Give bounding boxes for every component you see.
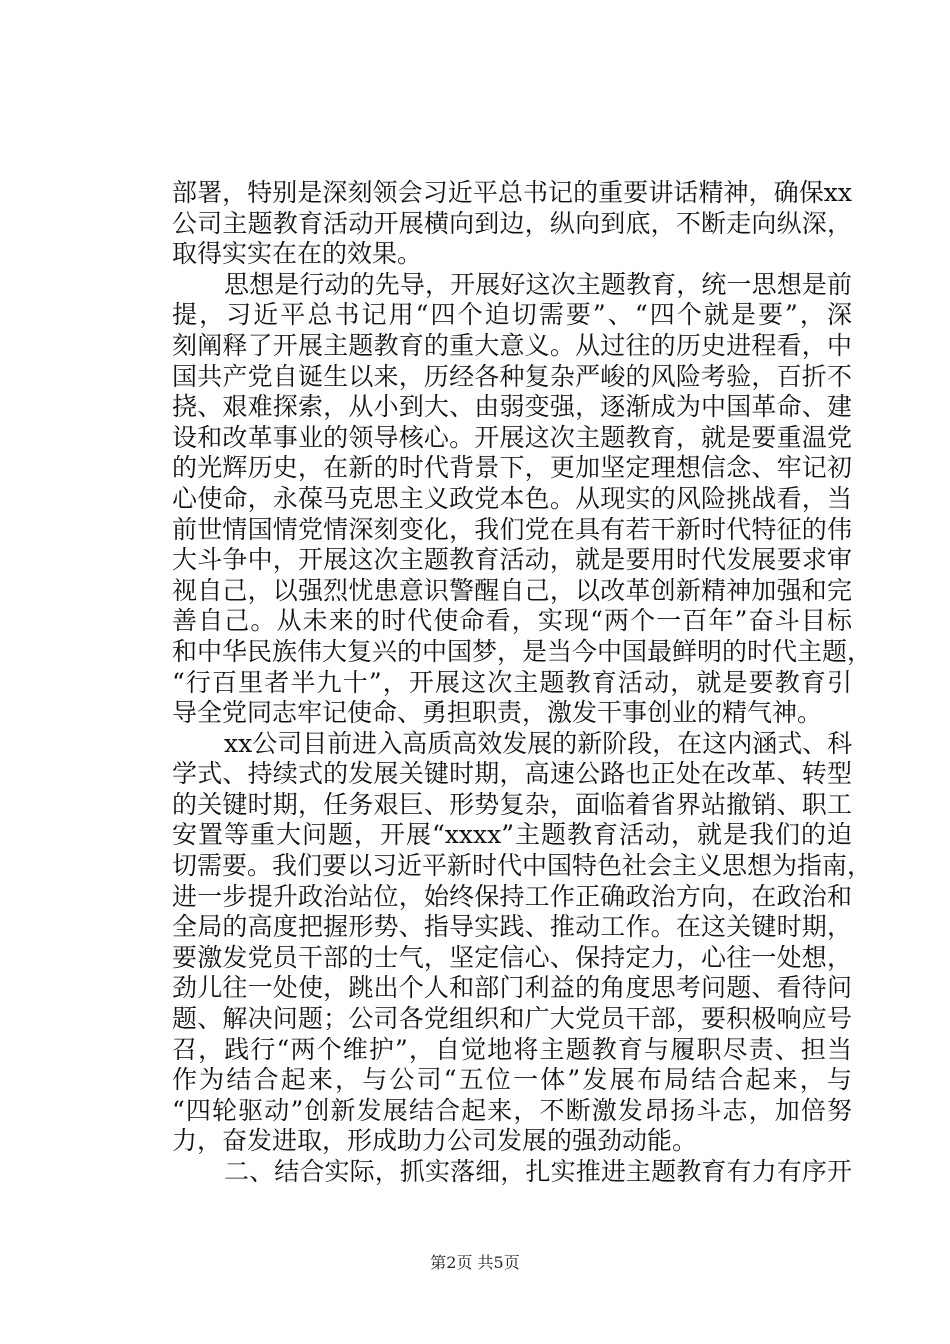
text-line: 前世情国情党情深刻变化，我们党在具有若干新时代特征的伟 (172, 514, 852, 544)
text-line: 二、结合实际，抓实落细，扎实推进主题教育有力有序开 (224, 1157, 852, 1186)
text-line: 的光辉历史，在新的时代背景下，更加坚定理想信念、牢记初 (172, 453, 852, 483)
text-line: 和中华民族伟大复兴的中国梦，是当今中国最鲜明的时代主题， (172, 636, 873, 666)
paragraph (172, 1157, 852, 1188)
paragraph (172, 728, 873, 1157)
text-line: 切需要。我们要以习近平新时代中国特色社会主义思想为指南， (172, 851, 873, 881)
text-line: 作为结合起来，与公司“五位一体”发展布局结合起来，与 (172, 1065, 852, 1095)
text-line: 劲儿往一处使，跳出个人和部门利益的角度思考问题、看待问 (172, 973, 852, 1003)
paragraph (172, 178, 852, 270)
page-footer: 第2页 共5页 (430, 1253, 520, 1272)
text-line: 公司主题教育活动开展横向到边，纵向到底，不断走向纵深， (172, 208, 852, 238)
text-line: 设和改革事业的领导核心。开展这次主题教育，就是要重温党 (172, 422, 852, 452)
text-line: 心使命，永葆马克思主义政党本色。从现实的风险挑战看，当 (172, 483, 852, 513)
text-line: 挠、艰难探索，从小到大、由弱变强，逐渐成为中国革命、建 (172, 392, 852, 422)
text-line: 视自己，以强烈忧患意识警醒自己，以改革创新精神加强和完 (172, 575, 852, 605)
text-line: 大斗争中，开展这次主题教育活动，就是要用时代发展要求审 (172, 545, 852, 575)
text-line: 善自己。从未来的时代使命看，实现“两个一百年”奋斗目标 (172, 606, 852, 636)
text-line: 导全党同志牢记使命、勇担职责，激发干事创业的精气神。 (172, 698, 823, 728)
text-line: 安置等重大问题，开展“xxxx”主题教育活动，就是我们的迫 (172, 820, 852, 850)
text-line: “四轮驱动”创新发展结合起来，不断激发昂扬斗志，加倍努 (172, 1095, 852, 1125)
text-line: 全局的高度把握形势、指导实践、推动工作。在这关键时期， (172, 912, 852, 942)
text-line: 刻阐释了开展主题教育的重大意义。从过往的历史进程看，中 (172, 330, 852, 360)
text-line: 思想是行动的先导，开展好这次主题教育，统一思想是前 (224, 269, 852, 299)
text-line: 学式、持续式的发展关键时期，高速公路也正处在改革、转型 (172, 759, 852, 789)
text-line: 力，奋发进取，形成助力公司发展的强劲动能。 (172, 1126, 698, 1156)
text-line: 进一步提升政治站位，始终保持工作正确政治方向，在政治和 (172, 881, 852, 911)
text-line: “行百里者半九十”，开展这次主题教育活动，就是要教育引 (172, 667, 852, 697)
document-body (172, 178, 873, 1188)
paragraph (172, 269, 873, 729)
text-line: 部署，特别是深刻领会习近平总书记的重要讲话精神，确保xx (172, 178, 852, 207)
text-line: 题、解决问题；公司各党组织和广大党员干部，要积极响应号 (172, 1004, 852, 1034)
text-line: 提，习近平总书记用“四个迫切需要”、“四个就是要”，深 (172, 300, 852, 330)
text-line: 取得实实在在的效果。 (172, 239, 423, 269)
text-line: 国共产党自诞生以来，历经各种复杂严峻的风险考验，百折不 (172, 361, 852, 391)
text-line: 召，践行“两个维护”，自觉地将主题教育与履职尽责、担当 (172, 1034, 852, 1064)
text-line: 要激发党员干部的士气，坚定信心、保持定力，心往一处想， (172, 942, 852, 972)
text-line: 的关键时期，任务艰巨、形势复杂，面临着省界站撤销、职工 (172, 789, 852, 819)
text-line: xx公司目前进入高质高效发展的新阶段，在这内涵式、科 (224, 728, 853, 758)
